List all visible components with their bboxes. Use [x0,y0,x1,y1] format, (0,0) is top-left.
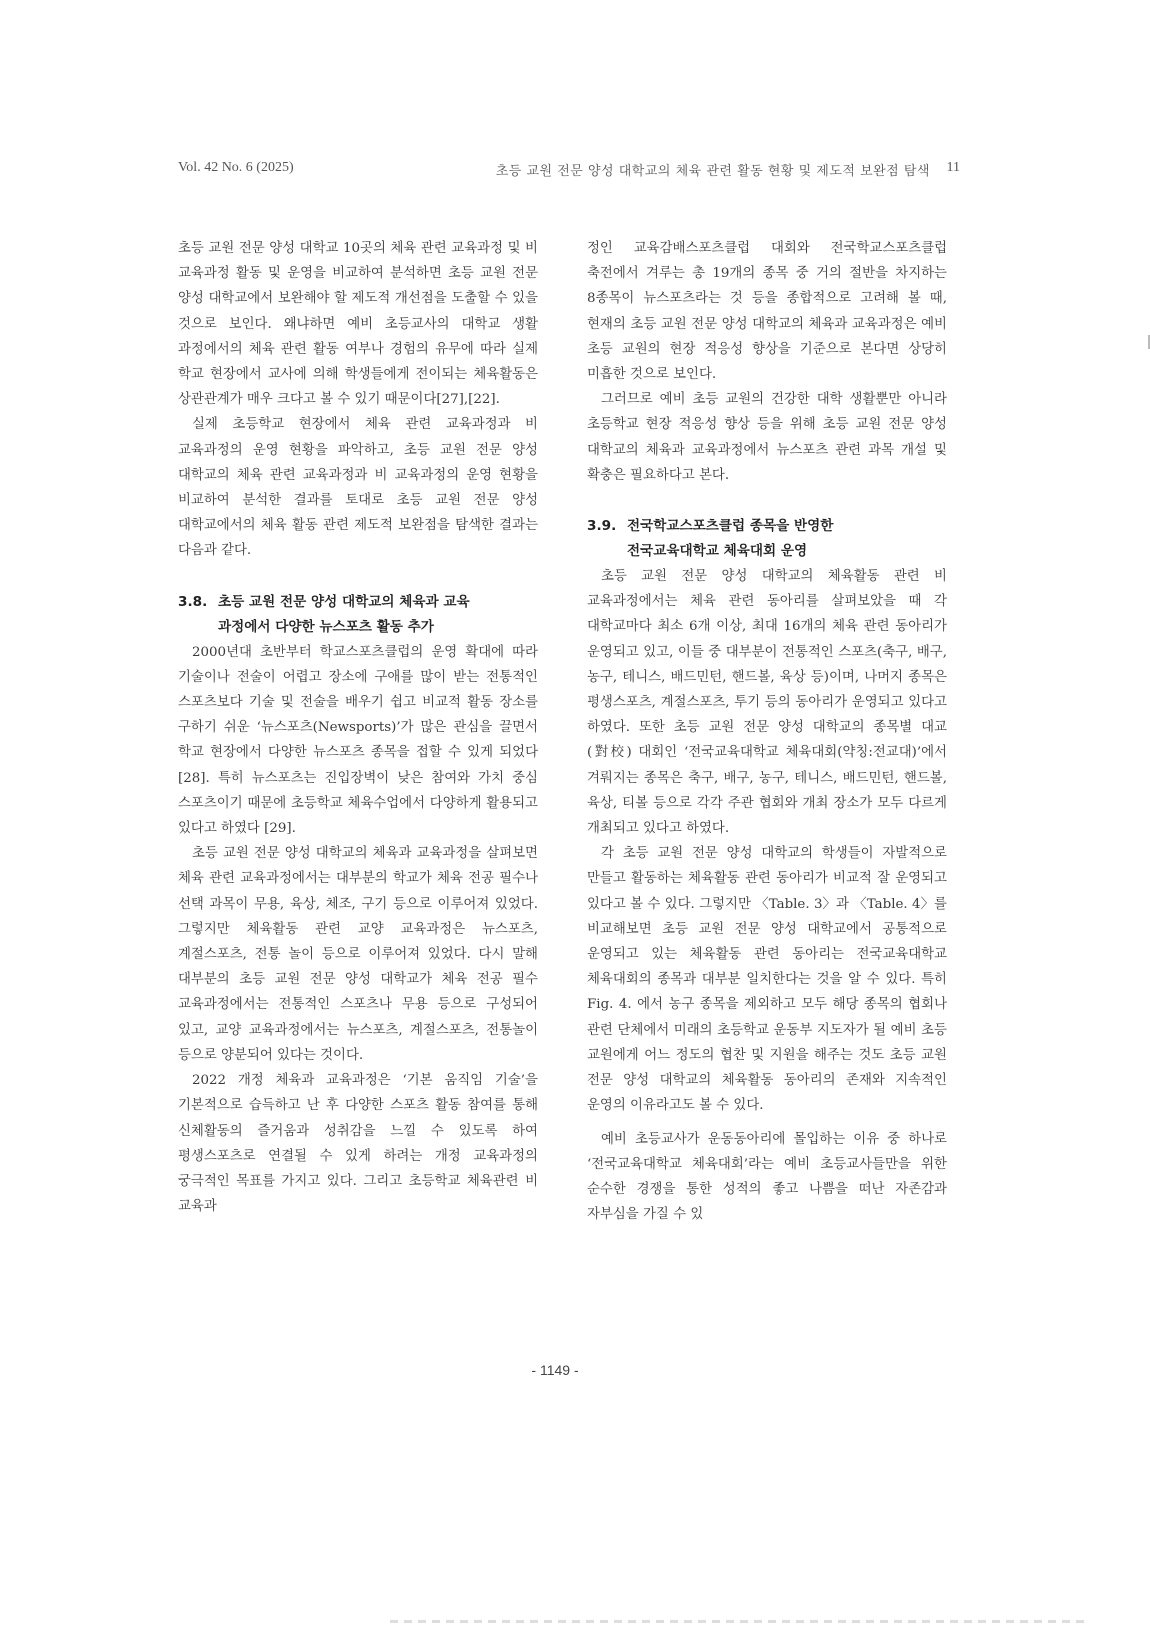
section-heading-3-8 [178,590,538,640]
section-number: 3.8. [178,593,208,610]
page-footer [0,1362,1110,1378]
section-title-line1: 전국학교스포츠클럽 종목을 반영한 [627,518,834,535]
paragraph: 그러므로 예비 초등 교원의 건강한 대학 생활뿐만 아니라 초등학교 현장 적응성 향상 등을 위해 초등 교원 전문 양성 대학교의 체육과 교육과정에서 뉴스포츠 관련 과목 개설 및 확충은 필요하다고 본다. [587,392,947,483]
section-number: 3.9. [587,518,617,535]
section-title-line2: 과정에서 다양한 뉴스포츠 활동 추가 [218,618,434,635]
paragraph: 2022 개정 체육과 교육과정은 ‘기본 움직임 기술’을 기본적으로 습득하고 난 후 다양한 스포츠 활동 참여를 통해 신체활동의 즐거움과 성취감을 느낄 수 있도록 하여 평생스포츠로 연결될 수 있게 하려는 개정 교육과정의 궁극적인 목표를 가지고 있다. 그리고 초등학교 체육관련 비 교육과 [178,1073,538,1215]
section-title-line1: 초등 교원 전문 양성 대학교의 체육과 교육 [218,593,470,610]
paragraph: 예비 초등교사가 운동동아리에 몰입하는 이유 중 하나로 ‘전국교육대학교 체육대회’라는 예비 초등교사들만을 위한 순수한 경쟁을 통한 성적의 좋고 나쁨을 떠난 자존감과 자부심을 가질 수 있 [587,1131,947,1223]
section-title-line2: 전국교육대학교 체육대회 운영 [627,543,808,560]
paragraph: 2000년대 초반부터 학교스포츠클럽의 운영 확대에 따라 기술이나 전술이 어렵고 장소에 구애를 많이 받는 전통적인 스포츠보다 기술 및 전술을 배우기 쉽고 비교적 활동 장소를 구하기 쉬운 ‘뉴스포츠(Newsports)’가 많은 관심을 끌면서 학교 현장에서 다양한 뉴스포츠 종목을 접할 수 있게 되었다[28]. 특히 뉴스포츠는 진입장벽이 낮은 참여와 가치 중심 스포츠이기 때문에 초등학교 체육수업에서 다양하게 활용되고 있다고 하였다 [29]. [178,644,538,837]
footer-page-number: - 1149 - [531,1362,579,1378]
paragraph: 초등 교원 전문 양성 대학교 10곳의 체육 관련 교육과정 및 비 교육과정 활동 및 운영을 비교하여 분석하면 초등 교원 전문 양성 대학교에서 보완해야 할 제도적 개선점을 도출할 수 있을 것으로 보인다. 왜냐하면 예비 초등교사의 대학교 생활 과정에서의 체육 관련 활동 여부나 경험의 유무에 따라 실제 학교 현장에서 교사에 의해 학생들에게 전이되는 체육활동은 상관관계가 매우 크다고 볼 수 있기 때문이다[27],[22]. [178,241,538,408]
paragraph: 정인 교육감배스포츠클럽 대회와 전국학교스포츠클럽 축전에서 겨루는 총 19개의 종목 중 거의 절반을 차지하는 8종목이 뉴스포츠라는 것 등을 종합적으로 고려해 볼 때, 현재의 초등 교원 전문 양성 대학교의 체육과 교육과정은 예비 초등 교원의 현장 적응성 향상을 기준으로 본다면 상당히 미흡한 것으로 보인다. [587,241,947,383]
paragraph: 초등 교원 전문 양성 대학교의 체육과 교육과정을 살펴보면 체육 관련 교육과정에서는 대부분의 학교가 체육 전공 필수나 선택 과목이 무용, 육상, 체조, 구기 등으로 이루어져 있었다. 그렇지만 체육활동 관련 교양 교육과정은 뉴스포츠, 계절스포츠, 전통 놀이 등으로 이루어져 있었다. 다시 말해 대부분의 초등 교원 전문 양성 대학교가 체육 전공 필수 교육과정에서는 전통적인 스포츠나 무용 등으로 구성되어 있고, 교양 교육과정에서는 뉴스포츠, 계절스포츠, 전통놀이 등으로 양분되어 있다는 것이다. [178,846,538,1063]
paragraph: 초등 교원 전문 양성 대학교의 체육활동 관련 비 교육과정에서는 체육 관련 동아리를 살펴보았을 때 각 대학교마다 최소 6개 이상, 최대 16개의 체육 관련 동아리가 운영되고 있고, 이들 중 대부분이 전통적인 스포츠(축구, 배구, 농구, 테니스, 배드민턴, 핸드볼, 육상 등)이며, 나머지 종목은 평생스포츠, 계절스포츠, 투기 등의 동아리가 운영되고 있다고 하였다. 또한 초등 교원 전문 양성 대학교의 종목별 대교(對校) 대회인 ‘전국교육대학교 체육대회(약칭:전교대)’에서 겨뤄지는 종목은 축구, 배구, 농구, 테니스, 배드민턴, 핸드볼, 육상, 티볼 등으로 각각 주관 협회와 개최 장소가 모두 다르게 개최되고 있다고 하였다. [587,569,947,837]
running-title: 초등 교원 전문 양성 대학교의 체육 관련 활동 현황 및 제도적 보완점 탐색 [495,164,930,179]
bottom-bleed-through-text [390,1620,1090,1623]
running-header [178,160,960,182]
header-page-number: 11 [946,160,960,175]
section-heading-3-9 [587,514,947,564]
left-column [178,236,538,1219]
paragraph: 실제 초등학교 현장에서 체육 관련 교육과정과 비 교육과정의 운영 현황을 파악하고, 초등 교원 전문 양성 대학교의 체육 관련 교육과정과 비 교육과정의 운영 현황을 비교하여 분석한 결과를 토대로 초등 교원 전문 양성 대학교에서의 체육 활동 관련 제도적 보완점을 탐색한 결과는 다음과 같다. [178,417,538,559]
journal-volume: Vol. 42 No. 6 (2025) [178,160,294,175]
paragraph: 각 초등 교원 전문 양성 대학교의 학생들이 자발적으로 만들고 활동하는 체육활동 관련 동아리가 비교적 잘 운영되고 있다고 볼 수 있다. 그렇지만 〈Table. 3〉과 〈Table. 4〉를 비교해보면 초등 교원 전문 양성 대학교에서 공통적으로 운영되고 있는 체육활동 관련 동아리는 전국교육대학교 체육대회의 종목과 대부분 일치한다는 것을 알 수 있다. 특히 Fig. 4. 에서 농구 종목을 제외하고 모두 해당 종목의 협회나 관련 단체에서 미래의 초등학교 운동부 지도자가 될 예비 초등 교원에게 어느 정도의 협찬 및 지원을 해주는 것도 초등 교원 전문 양성 대학교의 체육활동 동아리의 존재와 지속적인 운영의 이유라고도 볼 수 있다. [587,846,947,1114]
right-column [587,236,947,1227]
